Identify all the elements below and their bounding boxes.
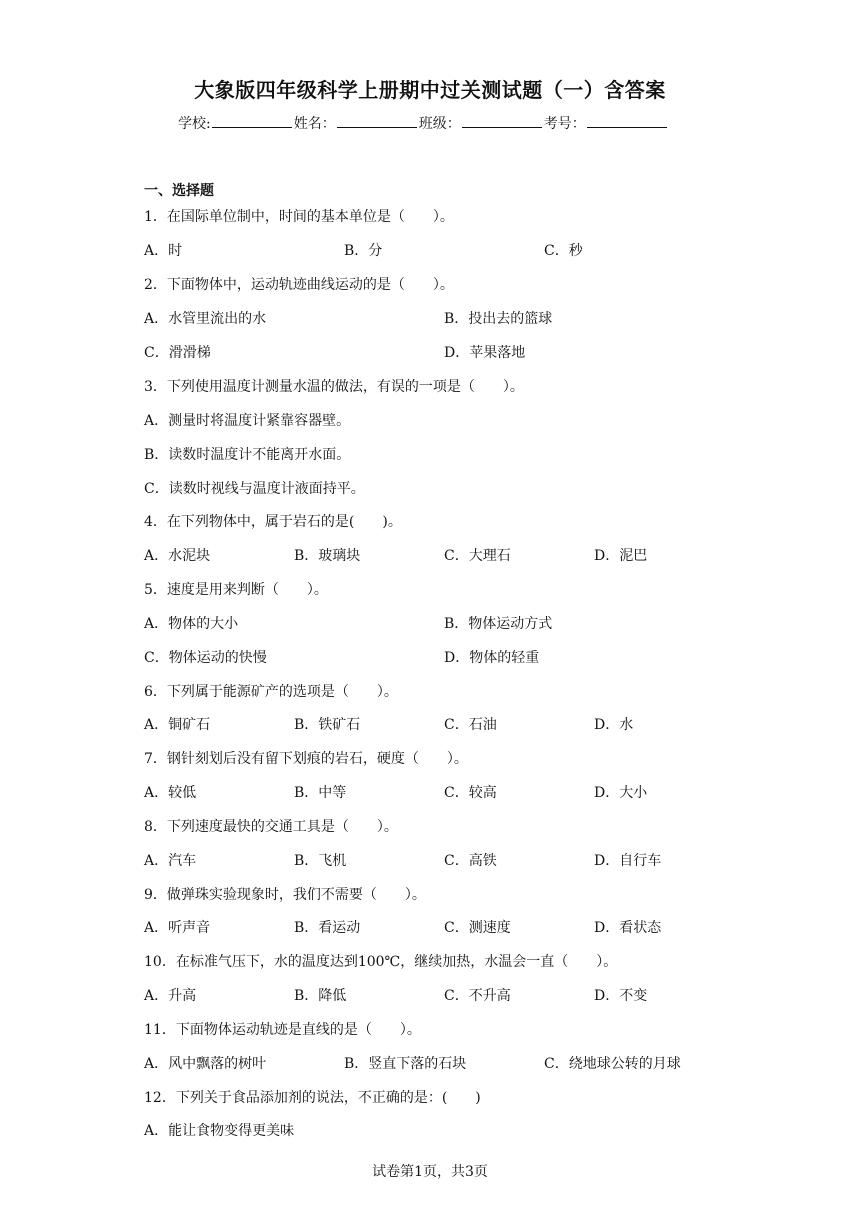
q10-option-b: B．降低 bbox=[294, 988, 347, 1004]
q3-option-b: B．读数时温度计不能离开水面。 bbox=[144, 447, 351, 463]
q9-option-a: A．听声音 bbox=[144, 920, 211, 936]
page-title: 大象版四年级科学上册期中过关测试题（一）含答案 bbox=[194, 78, 666, 102]
q1-option-c: C．秒 bbox=[544, 243, 583, 259]
question-7-stem: 7．钢针刻划后没有留下划痕的岩石，硬度（ ）。 bbox=[144, 751, 468, 767]
question-1-stem: 1．在国际单位制中，时间的基本单位是（ ）。 bbox=[144, 209, 454, 225]
q3-option-c: C．读数时视线与温度计液面持平。 bbox=[144, 481, 365, 497]
name-label: 姓名： bbox=[293, 116, 336, 132]
q8-option-b: B．飞机 bbox=[294, 853, 347, 869]
question-8-stem: 8．下列速度最快的交通工具是（ ）。 bbox=[144, 819, 398, 835]
question-9-stem: 9．做弹珠实验现象时，我们不需要（ ）。 bbox=[144, 887, 426, 903]
q10-option-c: C．不升高 bbox=[444, 988, 511, 1004]
question-5-stem: 5．速度是用来判断（ ）。 bbox=[144, 582, 328, 598]
q1-option-b: B．分 bbox=[344, 243, 383, 259]
question-2-stem: 2．下面物体中，运动轨迹曲线运动的是（ ）。 bbox=[144, 277, 454, 293]
question-10-stem: 10．在标准气压下，水的温度达到100℃，继续加热，水温会一直（ ）。 bbox=[144, 954, 618, 970]
q1-option-a: A．时 bbox=[144, 243, 183, 259]
question-11-stem: 11．下面物体运动轨迹是直线的是（ ）。 bbox=[144, 1022, 421, 1038]
question-6-stem: 6．下列属于能源矿产的选项是（ ）。 bbox=[144, 684, 398, 700]
q8-option-c: C．高铁 bbox=[444, 853, 497, 869]
q7-option-b: B．中等 bbox=[294, 785, 347, 801]
school-label: 学校: bbox=[178, 116, 211, 132]
name-blank[interactable] bbox=[337, 113, 417, 128]
q9-option-b: B．看运动 bbox=[294, 920, 361, 936]
q7-option-d: D．大小 bbox=[594, 785, 648, 801]
q9-option-c: C．测速度 bbox=[444, 920, 511, 936]
q6-option-c: C．石油 bbox=[444, 717, 497, 733]
class-label: 班级： bbox=[418, 116, 461, 132]
q11-option-a: A．风中飘落的树叶 bbox=[144, 1056, 267, 1072]
q6-option-a: A．铜矿石 bbox=[144, 717, 211, 733]
q8-option-a: A．汽车 bbox=[144, 853, 197, 869]
q2-option-c: C．滑滑梯 bbox=[144, 345, 211, 361]
q2-option-a: A．水管里流出的水 bbox=[144, 311, 267, 327]
page-footer: 试卷第1页，共3页 bbox=[372, 1164, 488, 1180]
q5-option-c: C．物体运动的快慢 bbox=[144, 650, 267, 666]
question-12-stem: 12．下列关于食品添加剂的说法，不正确的是：( ) bbox=[144, 1090, 481, 1106]
q6-option-d: D．水 bbox=[594, 717, 634, 733]
q11-option-c: C．绕地球公转的月球 bbox=[544, 1056, 681, 1072]
q2-option-b: B．投出去的篮球 bbox=[444, 311, 553, 327]
question-4-stem: 4．在下列物体中，属于岩石的是( )。 bbox=[144, 514, 402, 530]
q10-option-d: D．不变 bbox=[594, 988, 648, 1004]
exam-no-label: 考号： bbox=[543, 116, 586, 132]
student-info-line bbox=[178, 113, 669, 133]
section-heading: 一、选择题 bbox=[144, 183, 214, 199]
q4-option-d: D．泥巴 bbox=[594, 548, 648, 564]
exam-no-blank[interactable] bbox=[587, 113, 667, 128]
q7-option-c: C．较高 bbox=[444, 785, 497, 801]
q5-option-d: D．物体的轻重 bbox=[444, 650, 540, 666]
question-3-stem: 3．下列使用温度计测量水温的做法，有误的一项是（ ）。 bbox=[144, 379, 524, 395]
class-blank[interactable] bbox=[462, 113, 542, 128]
q3-option-a: A．测量时将温度计紧靠容器壁。 bbox=[144, 413, 351, 429]
q11-option-b: B．竖直下落的石块 bbox=[344, 1056, 467, 1072]
q8-option-d: D．自行车 bbox=[594, 853, 662, 869]
q4-option-a: A．水泥块 bbox=[144, 548, 211, 564]
q4-option-c: C．大理石 bbox=[444, 548, 511, 564]
q5-option-b: B．物体运动方式 bbox=[444, 616, 553, 632]
q12-option-a: A．能让食物变得更美味 bbox=[144, 1123, 295, 1139]
q6-option-b: B．铁矿石 bbox=[294, 717, 361, 733]
q4-option-b: B．玻璃块 bbox=[294, 548, 361, 564]
q2-option-d: D．苹果落地 bbox=[444, 345, 526, 361]
q9-option-d: D．看状态 bbox=[594, 920, 662, 936]
school-blank[interactable] bbox=[212, 113, 292, 128]
q7-option-a: A．较低 bbox=[144, 785, 197, 801]
q5-option-a: A．物体的大小 bbox=[144, 616, 239, 632]
q10-option-a: A．升高 bbox=[144, 988, 197, 1004]
